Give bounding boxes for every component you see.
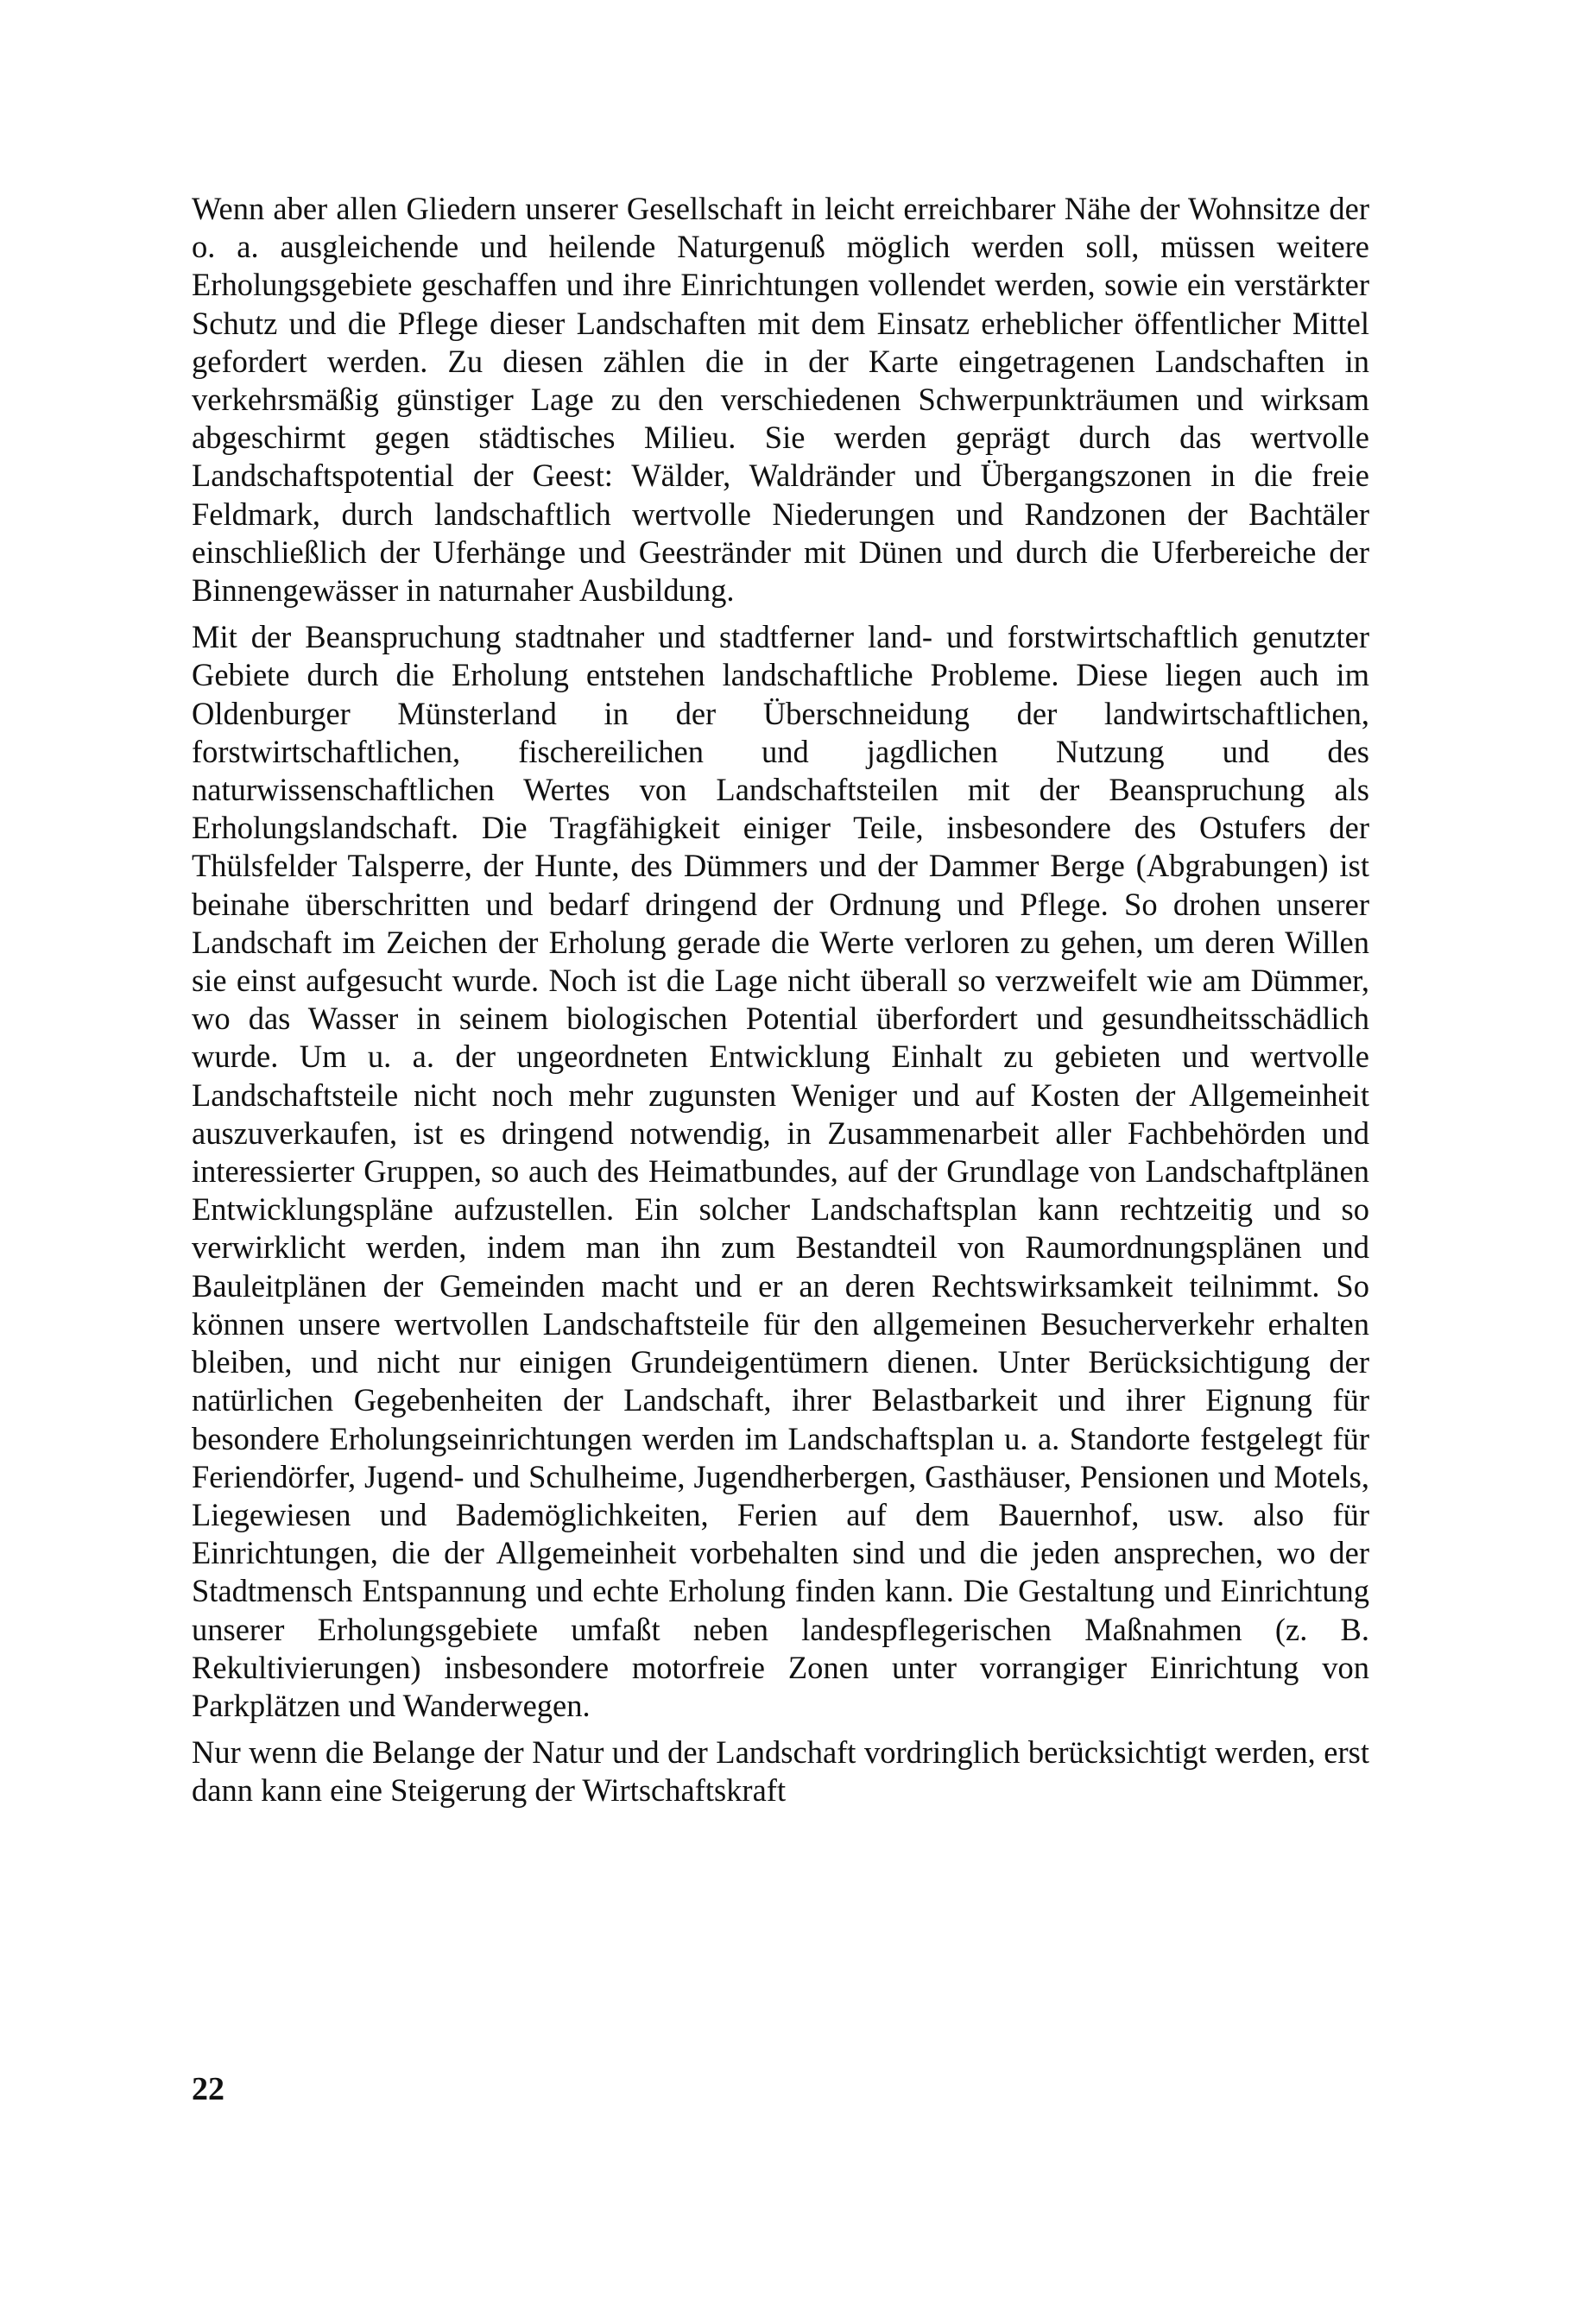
paragraph-3: Nur wenn die Belange der Natur und der Landschaft vordringlich berücksichtigt werden, erst dann kann eine Steigerung der Wirtschaftskraft <box>192 1734 1369 1809</box>
paragraph-1: Wenn aber allen Gliedern unserer Gesellschaft in leicht erreichbarer Nähe der Wohnsitze der o. a. ausgleichende und heilende Naturgenuß möglich werden soll, müssen weitere Erholungsgebiete geschaffen und ihre Einrichtungen vollendet werden, sowie ein verstärkter Schutz und die Pflege dieser Landschaften mit dem Einsatz erheblicher öffentlicher Mittel gefordert werden. Zu diesen zählen die in der Karte eingetragenen Landschaften in verkehrsmäßig günstiger Lage zu den verschiedenen Schwerpunkträumen und wirksam abgeschirmt gegen städtisches Milieu. Sie werden geprägt durch das wertvolle Landschaftspotential der Geest: Wälder, Waldränder und Übergangszonen in die freie Feldmark, durch landschaftlich wertvolle Niederungen und Randzonen der Bachtäler einschließlich der Uferhänge und Geestränder mit Dünen und durch die Uferbereiche der Binnengewässer in naturnaher Ausbildung. <box>192 191 1369 609</box>
paragraph-2: Mit der Beanspruchung stadtnaher und stadtferner land- und forstwirtschaftlich genutzter Gebiete durch die Erholung entstehen landschaftliche Probleme. Diese liegen auch im Oldenburger Münsterland in der Überschneidung der landwirtschaftlichen, forstwirtschaftlichen, fischereilichen und jagdlichen Nutzung und des naturwissenschaftlichen Wertes von Landschaftsteilen mit der Beanspruchung als Erholungslandschaft. Die Tragfähigkeit einiger Teile, insbesondere des Ostufers der Thülsfelder Talsperre, der Hunte, des Dümmers und der Dammer Berge (Abgrabungen) ist beinahe überschritten und bedarf dringend der Ordnung und Pflege. So drohen unserer Landschaft im Zeichen der Erholung gerade die Werte verloren zu gehen, um deren Willen sie einst aufgesucht wurde. Noch ist die Lage nicht überall so verzweifelt wie am Dümmer, wo das Wasser in seinem biologischen Potential überfordert und gesundheitsschädlich wurde. Um u. a. der ungeordneten Entwicklung Einhalt zu gebieten und wertvolle Landschaftsteile nicht noch mehr zugunsten Weniger und auf Kosten der Allgemeinheit auszuverkaufen, ist es dringend notwendig, in Zusammenarbeit aller Fachbehörden und interessierter Gruppen, so auch des Heimatbundes, auf der Grundlage von Landschaftplänen Entwicklungspläne aufzustellen. Ein solcher Landschaftsplan kann rechtzeitig und so verwirklicht werden, indem man ihn zum Bestandteil von Raumordnungsplänen und Bauleitplänen der Gemeinden macht und er an deren Rechtswirksamkeit teilnimmt. So können unsere wertvollen Landschaftsteile für den allgemeinen Besucherverkehr erhalten bleiben, und nicht nur einigen Grundeigentümern dienen. Unter Berücksichtigung der natürlichen Gegebenheiten der Landschaft, ihrer Belastbarkeit und ihrer Eignung für besondere Erholungseinrichtungen werden im Landschaftsplan u. a. Standorte festgelegt für Feriendörfer, Jugend- und Schulheime, Jugendherbergen, Gasthäuser, Pensionen und Motels, Liegewiesen und Bademöglichkeiten, Ferien auf dem Bauernhof, usw. also für Einrichtungen, die der Allgemeinheit vorbehalten sind und die jeden ansprechen, wo der Stadtmensch Entspannung und echte Erholung finden kann. Die Gestaltung und Einrichtung unserer Erholungsgebiete umfaßt neben landespflegerischen Maßnahmen (z. B. Rekultivierungen) insbesondere motorfreie Zonen unter vorrangiger Einrichtung von Parkplätzen und Wanderwegen. <box>192 619 1369 1723</box>
page-number: 22 <box>192 2071 224 2107</box>
page-body <box>192 190 1369 1819</box>
